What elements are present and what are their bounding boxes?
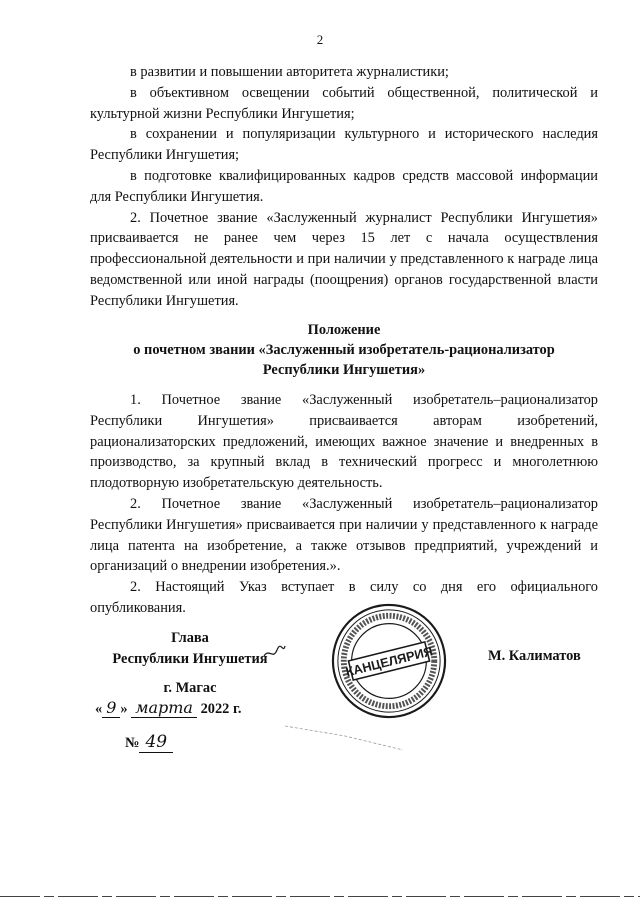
- regulation-title: [90, 320, 598, 380]
- scan-artifact-line: [285, 722, 405, 752]
- regulation-body: [90, 390, 598, 619]
- title-line: Положение: [307, 322, 381, 338]
- number-sign: №: [125, 735, 140, 751]
- list-item: в объективном освещении событий общественной, политической и культурной жизни Республики Ингушетия;: [90, 84, 598, 122]
- date-year: 2022 г.: [200, 701, 242, 717]
- title-line: Республики Ингушетия»: [262, 362, 426, 378]
- page-number: 2: [316, 32, 324, 47]
- seal-center-text: КАНЦЕЛЯРИЯ: [344, 643, 435, 680]
- position-line: Глава: [171, 630, 209, 646]
- number-value: 49: [139, 732, 173, 753]
- signatory-position: [95, 628, 285, 670]
- title-line: о почетном звании «Заслуженный изобретатель-рационализатор: [133, 342, 555, 358]
- place-of-signing: г. Магас: [163, 680, 217, 696]
- handwritten-signature: [262, 640, 286, 664]
- official-seal: [330, 602, 448, 720]
- decree-number: [125, 732, 173, 752]
- list-item: в сохранении и популяризации культурного и исторического наследия Республики Ингушетия;: [90, 126, 598, 164]
- position-line: Республики Ингушетия: [112, 651, 268, 667]
- signatory-name: М. Калиматов: [488, 648, 581, 664]
- decree-effective-paragraph: 2. Настоящий Указ вступает в силу со дня его официального опубликования.: [90, 579, 598, 616]
- list-item: в развитии и повышении авторитета журналистики;: [130, 64, 449, 80]
- list-item: в подготовке квалифицированных кадров средств массовой информации для Республики Ингушетия.: [90, 167, 598, 205]
- date-month: марта: [131, 698, 197, 718]
- paragraph-2: 2. Почетное звание «Заслуженный журналист Республики Ингушетия» присваивается не ранее чем через 15 лет с начала осуществления профессиональной деятельности и при наличии у представленного к награде лица ведомственной или иной награды (поощрения) органов государственной власти Республики Ингушетия.: [90, 209, 598, 309]
- date-day: 9: [102, 698, 120, 718]
- date-close-quote: »: [120, 701, 128, 717]
- regulation-paragraph: 1. Почетное звание «Заслуженный изобретатель–рационализатор Республики Ингушетия» присваивается авторам изобретений, рационализаторских предложений, имеющих важное значение и внедренных в производство, за крупный вклад в технический прогресс и многолетнюю плодотворную изобретательскую деятельность.: [90, 392, 598, 492]
- date-open-quote: «: [95, 701, 103, 717]
- signing-date: [95, 698, 241, 718]
- awards-criteria-list: [90, 62, 598, 312]
- regulation-paragraph: 2. Почетное звание «Заслуженный изобретатель–рационализатор Республики Ингушетия» присваивается при наличии у представленного к награде лица патента на изобретение, а также отзывов предприятий, учреждений и организаций о внедрении изобретения.».: [90, 495, 598, 575]
- page-edge-line: [0, 896, 640, 897]
